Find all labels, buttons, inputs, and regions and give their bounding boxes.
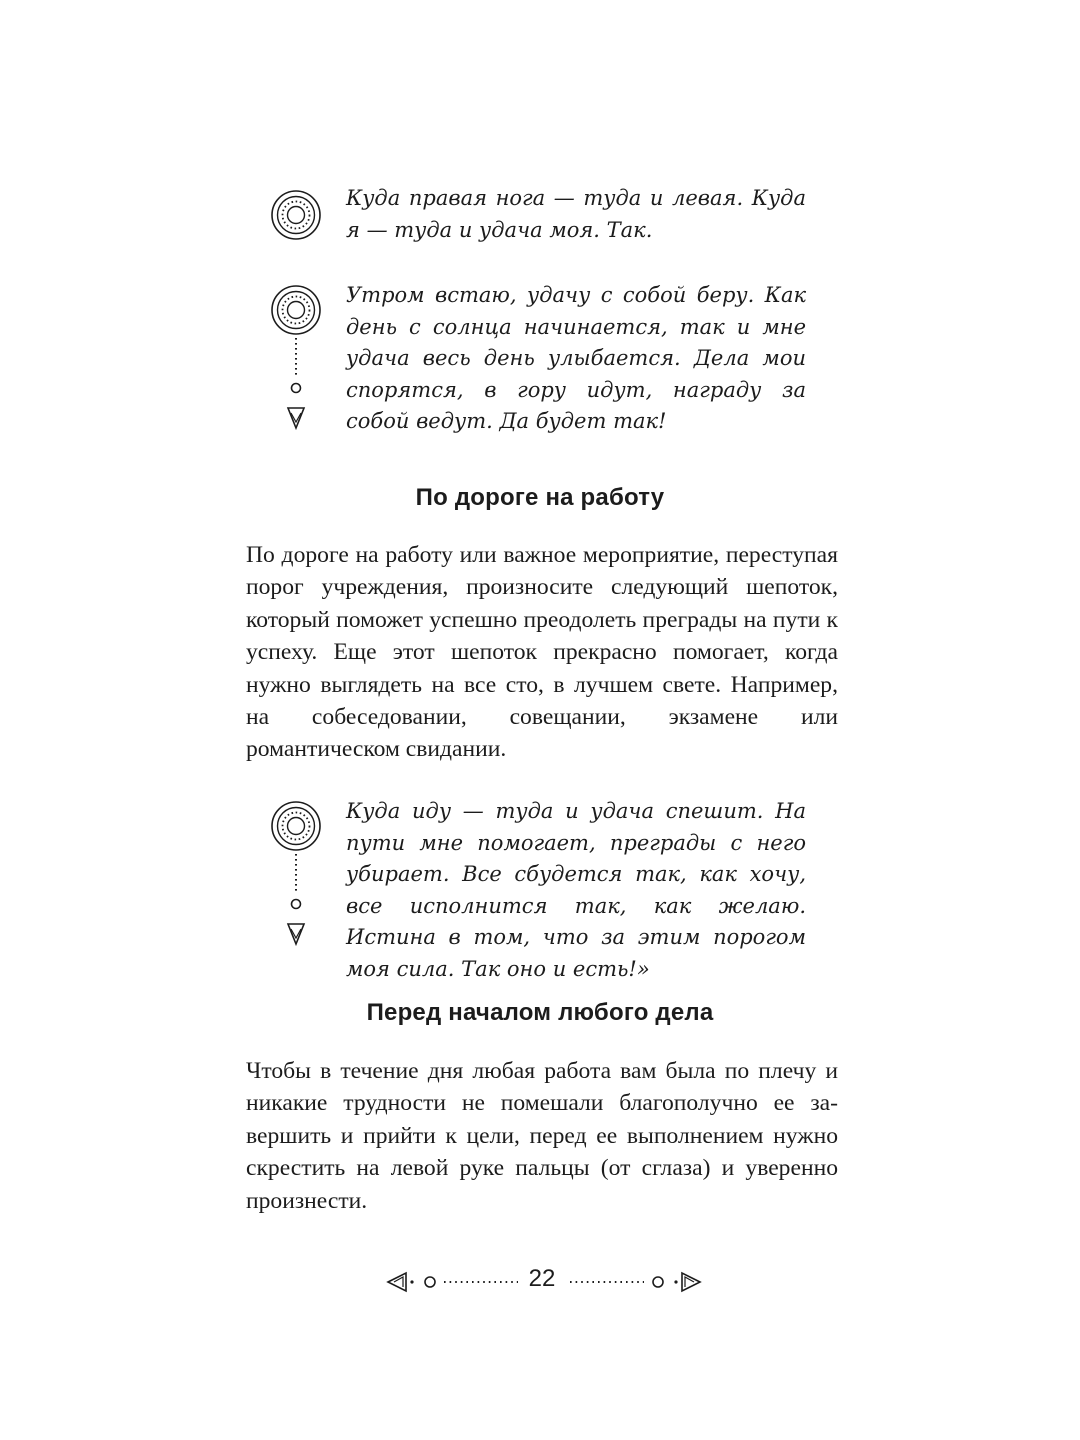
footer-ornament-left-icon (386, 1262, 526, 1302)
page-footer (0, 1262, 1080, 1302)
spell-text: Куда иду — туда и удача спешит. На пути мне помогает, преграды с него убирает. Все сбудется так, как хочу, все исполнится так, как желаю. Истина в том, что за этим порогом моя сила. Так оно и есть!» (346, 799, 806, 981)
mandala-pendant-icon (270, 280, 322, 445)
mandala-icon (270, 183, 322, 250)
spell-text: Куда правая нога — туда и левая. Куда я — туда и удача моя. Так. (346, 186, 806, 242)
page-number: 22 (528, 1265, 556, 1292)
footer-ornament-right-icon (562, 1262, 702, 1302)
section-heading: Перед началом любого дела (366, 999, 714, 1026)
spell-text: Утром встаю, удачу с собой беру. Как день с солнца начинается, так и мне удача весь день улыбается. Дела мои спорятся, в гору идут, награду за собой ведут. Да будет так! (346, 283, 806, 433)
section-heading: По дороге на работу (415, 484, 665, 511)
mandala-pendant-icon (270, 796, 322, 961)
body-paragraph: По дороге на работу или важное мероприятие, переступая порог учреждения, произносите следующий шепоток, который поможет успешно преодолеть преграды на пути к успеху. Еще этот шепоток прекрасно помогает, когда нужно выглядеть на все сто, в лучшем свете. Например, на собеседовании, совещании, экзамене или романтическом свидании. (246, 542, 838, 763)
body-paragraph: Чтобы в течение дня любая работа вам была по плечу и никакие трудности не помешали благополучно ее завершить и прийти к цели, перед ее выполнением нужно скрестить на левой руке пальцы (от сглаза) и уверенно произнести. (246, 1058, 838, 1214)
